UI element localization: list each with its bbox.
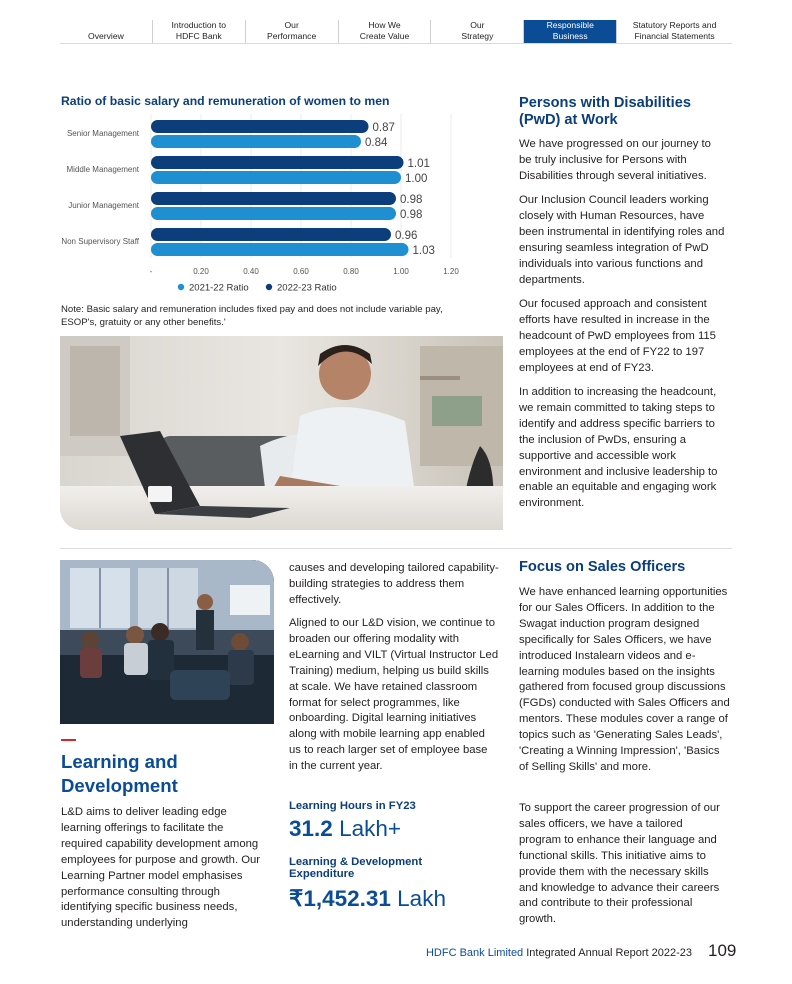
chart-bar: [151, 228, 391, 241]
sales-paragraph-2: To support the career progression of our sales officers, we have a tailored program to enhance their language and functional skills. This initiative aims to provide them with the necessary skills and knowledge to advance their careers and contribute to their professional growth.: [519, 802, 720, 926]
chart-title: Ratio of basic salary and remuneration of women to men: [61, 94, 390, 108]
learning-hours-label: Learning Hours in FY23: [289, 800, 416, 812]
chart-bar: [151, 171, 401, 184]
chart-xtick-label: 0.40: [243, 267, 259, 276]
nav-tab-performance[interactable]: Our Performance: [246, 20, 339, 43]
chart-category-label: Middle Management: [66, 165, 139, 174]
nav-tab-responsible-business[interactable]: Responsible Business: [524, 20, 617, 43]
chart-data-label: 0.98: [400, 209, 423, 221]
pwd-paragraph-3: Our focused approach and consistent efforts have resulted in increase in the headcount of PwD employees from 115 employees at the end of FY22 to 197 employees at end of FY23.: [519, 298, 716, 374]
learning-hours-value: [289, 816, 401, 842]
chart-legend-label: 2022-23 Ratio: [277, 282, 337, 294]
page-number: 109: [708, 941, 737, 960]
learning-paragraph-3: Aligned to our L&D vision, we continue to broaden our offering modality with eLearning and VILT (Virtual Instructor Led Training) medium, helping us build skills at scale. We have retained classroom format for select programmes, like onboarding. Digital learning initiatives along with mobile learning app enabled us to reach larger set of employee base in the current year.: [289, 617, 499, 773]
sales-paragraph-1: We have enhanced learning opportunities for our Sales Officers. In addition to the Swagat induction program designed specifically for Sales Officers, we have introduced Instalearn videos and e-learning modules based on the insights gathered from focused group discussions (FGDs) conducted with Sales Officers and mentors. These modules cover a range of topics such as 'Generating Sales Leads', 'Creating a Winning Impression', 'Basics of Selling Skills' and more.: [519, 586, 730, 773]
chart-xtick-label: -: [149, 267, 153, 276]
employee-at-laptop-photo: [60, 336, 503, 530]
accent-dash: [61, 739, 76, 741]
pwd-paragraph-4: In addition to increasing the headcount, we remain committed to taking steps to identify and address specific barriers to the inclusion of PwDs, ensuring a supportive and accessible work environment and inclusive leadership to enable an equitable and engaging work environment.: [519, 386, 718, 510]
nav-tab-introduction[interactable]: Introduction to HDFC Bank: [153, 20, 246, 43]
chart-xtick-label: 0.20: [193, 267, 209, 276]
section-divider: [60, 548, 732, 549]
chart-bar: [151, 243, 409, 256]
nav-tab-create-value[interactable]: How We Create Value: [339, 20, 432, 43]
chart-xtick-label: 1.20: [443, 267, 459, 276]
chart-data-label: 1.01: [407, 158, 430, 170]
learning-expenditure-label: Learning & Development Expenditure: [289, 856, 423, 880]
footer-text: [426, 947, 692, 959]
chart-bar: [151, 156, 404, 169]
learning-paragraph-1: L&D aims to deliver leading edge learning offerings to facilitate the required capability development among employees for purpose and growth. Our Learning Partner model emphasises performance consulting through identifying specific business needs, understanding underlying: [61, 806, 261, 930]
learning-hours-unit: Lakh+: [339, 816, 401, 841]
chart-category-label: Junior Management: [68, 201, 139, 210]
pwd-paragraph-2: Our Inclusion Council leaders working closely with Human Resources, have been instrumental in identifying roles and ensuring seamless integration of PwD individuals into various functions and departments.: [519, 194, 725, 286]
learning-expenditure-value: [289, 886, 446, 912]
nav-tab-overview[interactable]: Overview: [60, 20, 153, 43]
chart-legend-swatch: [266, 284, 272, 290]
chart-category-label: Non Supervisory Staff: [61, 237, 139, 246]
sales-heading: Focus on Sales Officers: [519, 559, 686, 575]
chart-data-label: 0.98: [400, 194, 423, 206]
chart-data-label: 1.03: [412, 245, 435, 257]
chart-legend-swatch: [178, 284, 184, 290]
learning-paragraph-2: causes and developing tailored capability-building strategies to address them effectively.: [289, 562, 499, 606]
learning-heading: Learning and Development: [61, 751, 178, 796]
learning-hours-number: 31.2: [289, 816, 333, 841]
training-session-photo: [60, 560, 274, 724]
section-nav: [60, 20, 732, 44]
chart-xtick-label: 0.80: [343, 267, 359, 276]
chart-bar: [151, 207, 396, 220]
pwd-heading: Persons with Disabilities (PwD) at Work: [519, 95, 691, 128]
chart-note: Note: Basic salary and remuneration includes fixed pay and does not include variable pay, ESOP's, gratuity or any other benefits.': [61, 304, 443, 328]
learning-expenditure-number: ₹1,452.31: [289, 886, 391, 911]
salary-ratio-chart: [56, 108, 476, 298]
learning-expenditure-unit: Lakh: [397, 886, 446, 911]
chart-xtick-label: 0.60: [293, 267, 309, 276]
nav-tab-statutory-reports[interactable]: Statutory Reports and Financial Statements: [632, 20, 717, 41]
chart-xtick-label: 1.00: [393, 267, 409, 276]
chart-data-label: 1.00: [405, 173, 428, 185]
chart-bar: [151, 192, 396, 205]
nav-tab-strategy[interactable]: Our Strategy: [431, 20, 524, 43]
chart-legend-label: 2021-22 Ratio: [189, 282, 249, 294]
pwd-paragraph-1: We have progressed on our journey to be truly inclusive for Persons with Disabilities through several initiatives.: [519, 138, 711, 182]
chart-bar: [151, 120, 369, 133]
footer-report: Integrated Annual Report 2022-23: [526, 947, 692, 959]
chart-bar: [151, 135, 361, 148]
chart-category-label: Senior Management: [66, 129, 139, 138]
chart-data-label: 0.87: [372, 122, 395, 134]
chart-data-label: 0.84: [365, 137, 388, 149]
chart-data-label: 0.96: [395, 230, 418, 242]
footer-brand: HDFC Bank Limited: [425, 947, 524, 959]
